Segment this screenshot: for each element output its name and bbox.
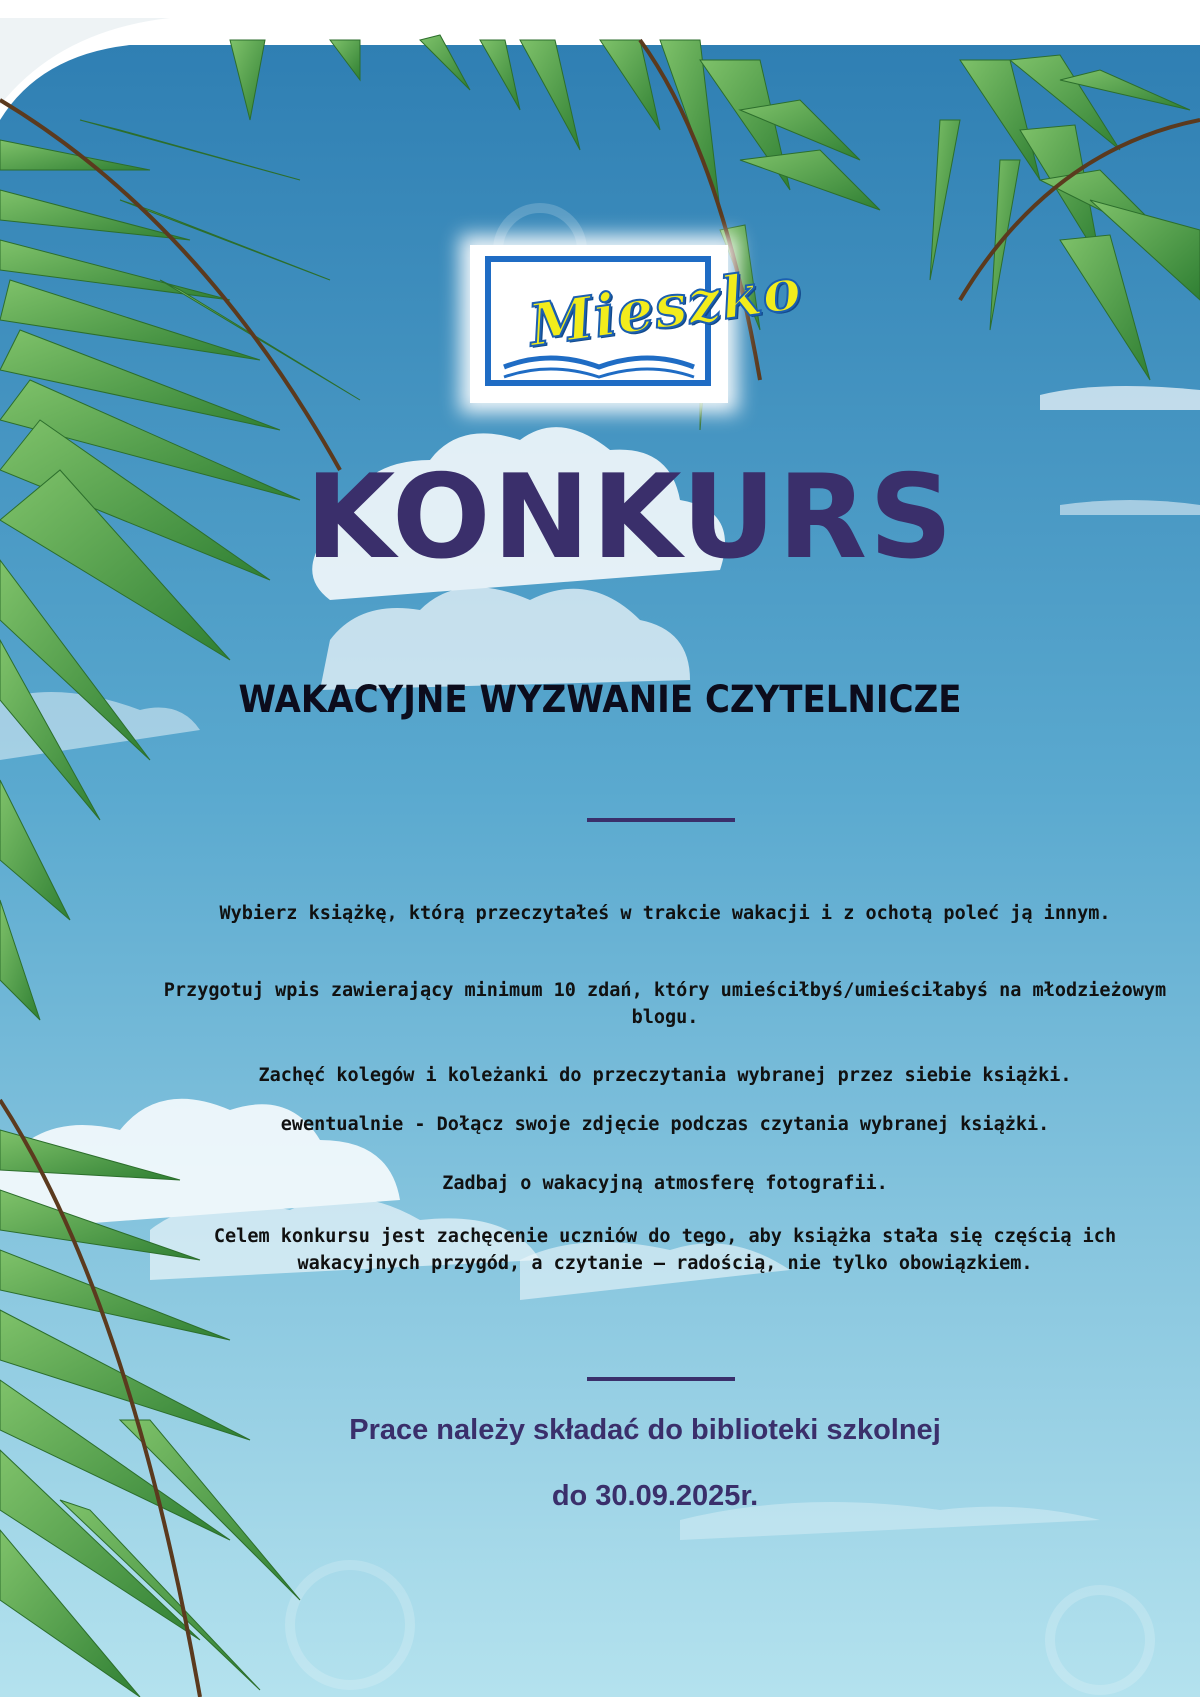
paragraph: Wybierz książkę, którą przeczytałeś w trakcie wakacji i z ochotą poleć ją innym. <box>219 903 1111 924</box>
paragraph: Zadbaj o wakacyjną atmosferę fotografii. <box>442 1173 888 1194</box>
deadline: do 30.09.2025r. <box>551 1480 759 1512</box>
paragraph: ewentualnie - Dołącz swoje zdjęcie podczas czytania wybranej książki. <box>280 1114 1050 1135</box>
paragraph: Zachęć kolegów i koleżanki do przeczytania wybranej przez siebie książki. <box>258 1065 1072 1086</box>
paragraph: Celem konkursu jest zachęcenie uczniów do tego, aby książka stała się częścią ich wakacyjnych przygód, a czytanie – radością, nie tylko obowiązkiem. <box>213 1226 1117 1274</box>
divider <box>587 818 735 822</box>
page-subtitle: WAKACYJNE WYZWANIE CZYTELNICZE <box>238 678 962 721</box>
page-title: KONKURS <box>305 450 955 585</box>
submission-info: Prace należy składać do biblioteki szkolnej <box>349 1414 941 1446</box>
paragraph: Przygotuj wpis zawierający minimum 10 zdań, który umieściłbyś/umieściłabyś na młodzieżowym blogu. <box>163 980 1167 1028</box>
logo-text: Mieszko <box>524 254 807 360</box>
divider <box>587 1377 735 1381</box>
mieszko-logo <box>470 245 807 403</box>
